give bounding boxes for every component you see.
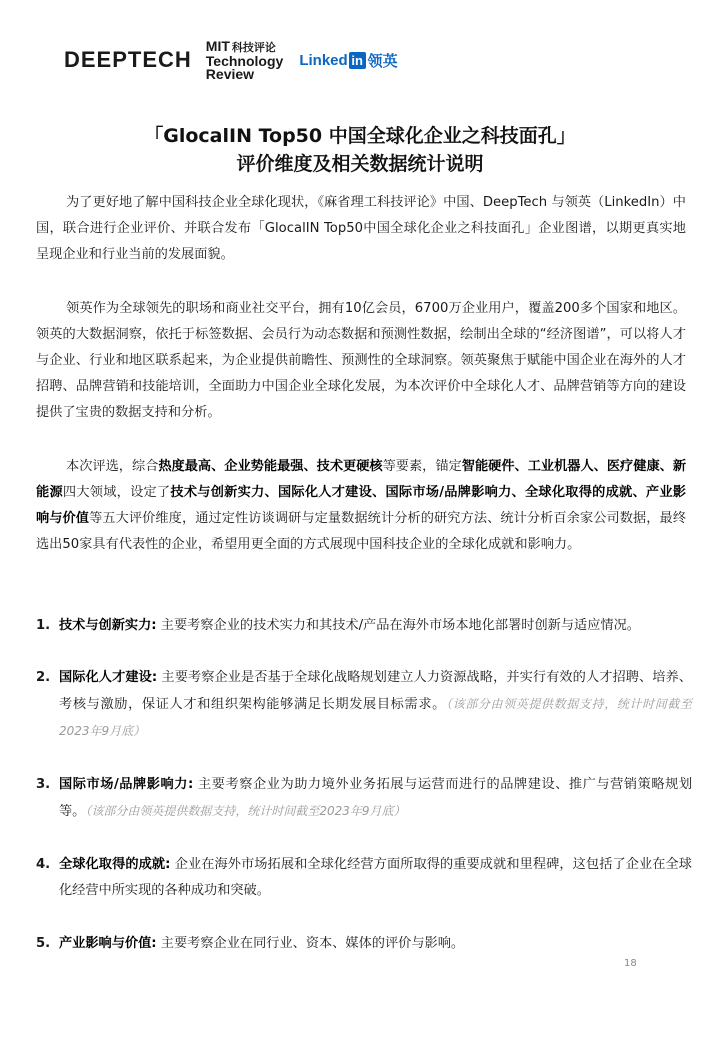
linkedin-logo-word: Linked xyxy=(299,51,348,69)
item-title: 技术与创新实力: xyxy=(59,618,157,633)
linkedin-paragraph xyxy=(36,296,686,426)
item-note: （该部分由领英提供数据支持，统计时间截至2023年9月底） xyxy=(85,804,406,818)
linkedin-text: 领英作为全球领先的职场和商业社交平台，拥有10亿会员，6700万企业用户，覆盖200多个国家和地区。领英的大数据洞察，依托于标签数据、会员行为动态数据和预测性数据，绘制出全球的“经济图谱”，可以将人才与企业、行业和地区联系起来，为企业提供前瞻性、预测性的全球洞察。领英聚焦于赋能中国企业在海外的人才招聘、品牌营销和技能培训，全面助力中国企业全球化发展，为本次评价中全球化人才、品牌营销等方向的建设提供了宝贵的数据支持和分析。 xyxy=(36,301,686,420)
page-title-line1: 「GlocalIN Top50 中国全球化企业之科技面孔」 xyxy=(144,125,576,147)
mit-logo-line1: MIT xyxy=(205,37,230,54)
selection-text-2: 等要素，锚定 xyxy=(382,459,462,474)
item-title: 国际化人才建设: xyxy=(59,670,158,685)
item-title: 产业影响与价值: xyxy=(59,936,157,951)
dimension-item-4 xyxy=(36,852,692,904)
item-number: 5. xyxy=(36,936,51,951)
item-text: 企业在海外市场拓展和全球化经营方面所取得的重要成就和里程碑，这包括了企业在全球化经营中所实现的各种成功和突破。 xyxy=(59,857,692,898)
dimension-item-2 xyxy=(36,665,692,745)
mit-logo-line2: Technology xyxy=(205,52,284,69)
item-number: 2. xyxy=(36,670,51,685)
selection-bold-1: 热度最高、企业势能最强、技术更硬核 xyxy=(158,459,383,474)
mit-logo-line3: Review xyxy=(205,65,255,82)
selection-bold-2: 智能硬件、工业机器人、医疗健康、新能源 xyxy=(36,459,687,500)
page-title-line2: 评价维度及相关数据统计说明 xyxy=(236,153,484,175)
selection-text-4: 等五大评价维度，通过定性访谈调研与定量数据统计分析的研究方法、统计分析百余家公司数据，最终选出50家具有代表性的企业，希望用更全面的方式展现中国科技企业的全球化成就和影响力。 xyxy=(36,511,687,552)
item-number: 3. xyxy=(36,777,51,792)
item-title: 国际市场/品牌影响力: xyxy=(59,777,194,792)
linkedin-logo-cn: 领英 xyxy=(367,52,398,70)
dimension-item-5 xyxy=(36,931,692,957)
item-number: 4. xyxy=(36,857,51,872)
item-note: （该部分由领英提供数据支持，统计时间截至2023年9月底） xyxy=(59,697,692,738)
dimension-item-3 xyxy=(36,772,692,825)
item-text: 主要考察企业的技术实力和其技术/产品在海外市场本地化部署时创新与适应情况。 xyxy=(160,618,640,633)
item-number: 1. xyxy=(36,618,51,633)
mit-technology-review-logo xyxy=(205,37,284,82)
intro-paragraph xyxy=(36,190,686,268)
header-logos xyxy=(64,37,398,82)
dimension-item-1 xyxy=(36,613,692,639)
item-text: 主要考察企业在同行业、资本、媒体的评价与影响。 xyxy=(160,936,465,951)
selection-text-1: 本次评选，综合 xyxy=(66,459,159,474)
item-text: 主要考察企业是否基于全球化战略规划建立人力资源战略，并实行有效的人才招聘、培养、考核与激励，保证人才和组织架构能够满足长期发展目标需求。 xyxy=(59,670,692,712)
selection-paragraph xyxy=(36,454,686,558)
intro-text: 为了更好地了解中国科技企业全球化现状，《麻省理工科技评论》中国、DeepTech 与领英（LinkedIn）中国，联合进行企业评价、并联合发布「GlocalIN Top50中国全球化企业之科技面孔」企业图谱，以期更真实地呈现企业和行业当前的发展面貌。 xyxy=(36,195,686,262)
linkedin-in-icon: in xyxy=(349,52,366,69)
item-text: 主要考察企业为助力境外业务拓展与运营而进行的品牌建设、推广与营销策略规划等。 xyxy=(59,777,693,819)
selection-text-3: 四大领域，设定了 xyxy=(62,485,171,500)
deeptech-logo: DEEPTECH xyxy=(64,47,192,72)
mit-logo-cn: 科技评论 xyxy=(231,41,276,54)
selection-bold-3: 技术与创新实力、国际化人才建设、国际市场/品牌影响力、全球化取得的成就、产业影响与价值 xyxy=(36,485,686,526)
linkedin-logo xyxy=(299,50,397,71)
item-title: 全球化取得的成就: xyxy=(59,857,171,872)
page-number: 18 xyxy=(624,958,637,969)
